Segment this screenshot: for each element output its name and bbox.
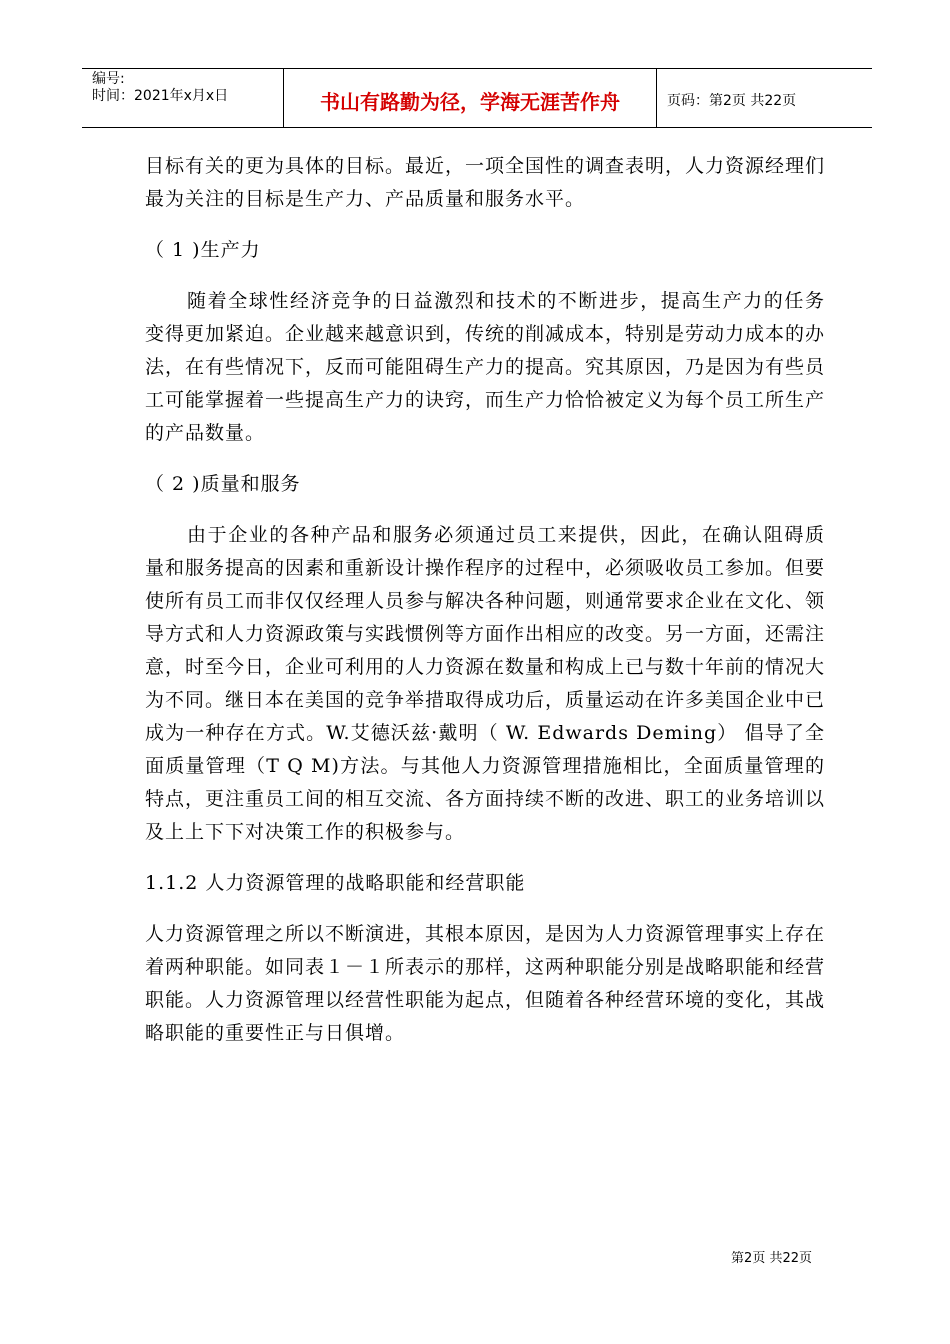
section-heading-strategic-functions: 1.1.2 人力资源管理的战略职能和经营职能 [145, 872, 526, 894]
header-motto: 书山有路勤为径，学海无涯苦作舟 [284, 69, 657, 127]
document-number-label: 编号: [92, 71, 125, 87]
page-footer: 第2页 共22页 [731, 1251, 812, 1266]
paragraph-quality-service: 由于企业的各种产品和服务必须通过员工来提供，因此，在确认阻碍质量和服务提高的因素和重新设计操作程序的过程中，必须吸收员工参加。但要使所有员工而非仅仅经理人员参与解决各种问题，则通常要求企业在文化、领导方式和人力资源政策与实践惯例等方面作出相应的改变。另一方面，还需注意，时至今日，企业可利用的人力资源在数量和构成上已与数十年前的情况大为不同。继日本在美国的竞争举措取得成功后，质量运动在许多美国企业中已成为一种存在方式。W.艾德沃兹·戴明（ W. Edwards Deming） 倡导了全面质量管理（T Q M)方法。与其他人力资源管理措施相比，全面质量管理的特点，更注重员工间的相互交流、各方面持续不断的改进、职工的业务培训以及上上下下对决策工作的积极参与。 [145, 524, 826, 843]
paragraph-productivity: 随着全球性经济竞争的日益激烈和技术的不断进步，提高生产力的任务变得更加紧迫。企业越来越意识到，传统的削减成本，特别是劳动力成本的办法，在有些情况下，反而可能阻碍生产力的提高。究其原因，乃是因为有些员工可能掌握着一些提高生产力的诀窍，而生产力恰恰被定义为每个员工所生产的产品数量。 [145, 290, 826, 444]
paragraph-intro: 目标有关的更为具体的目标。最近，一项全国性的调查表明，人力资源经理们最为关注的目标是生产力、产品质量和服务水平。 [145, 155, 826, 210]
document-body [145, 150, 825, 1050]
header-meta-cell [82, 69, 284, 127]
document-time-label: 时间：2021年x月x日 [92, 88, 229, 104]
header-page-info: 页码：第2页 共22页 [667, 93, 797, 109]
paragraph-strategic-functions: 人力资源管理之所以不断演进，其根本原因，是因为人力资源管理事实上存在着两种职能。如同表１－１所表示的那样，这两种职能分别是战略职能和经营职能。人力资源管理以经营性职能为起点，但随着各种经营环境的变化，其战略职能的重要性正与日俱增。 [145, 923, 826, 1044]
page-header [82, 68, 872, 128]
section-heading-quality-service: （ 2 )质量和服务 [145, 473, 301, 495]
section-heading-productivity: （ 1 )生产力 [145, 239, 261, 261]
